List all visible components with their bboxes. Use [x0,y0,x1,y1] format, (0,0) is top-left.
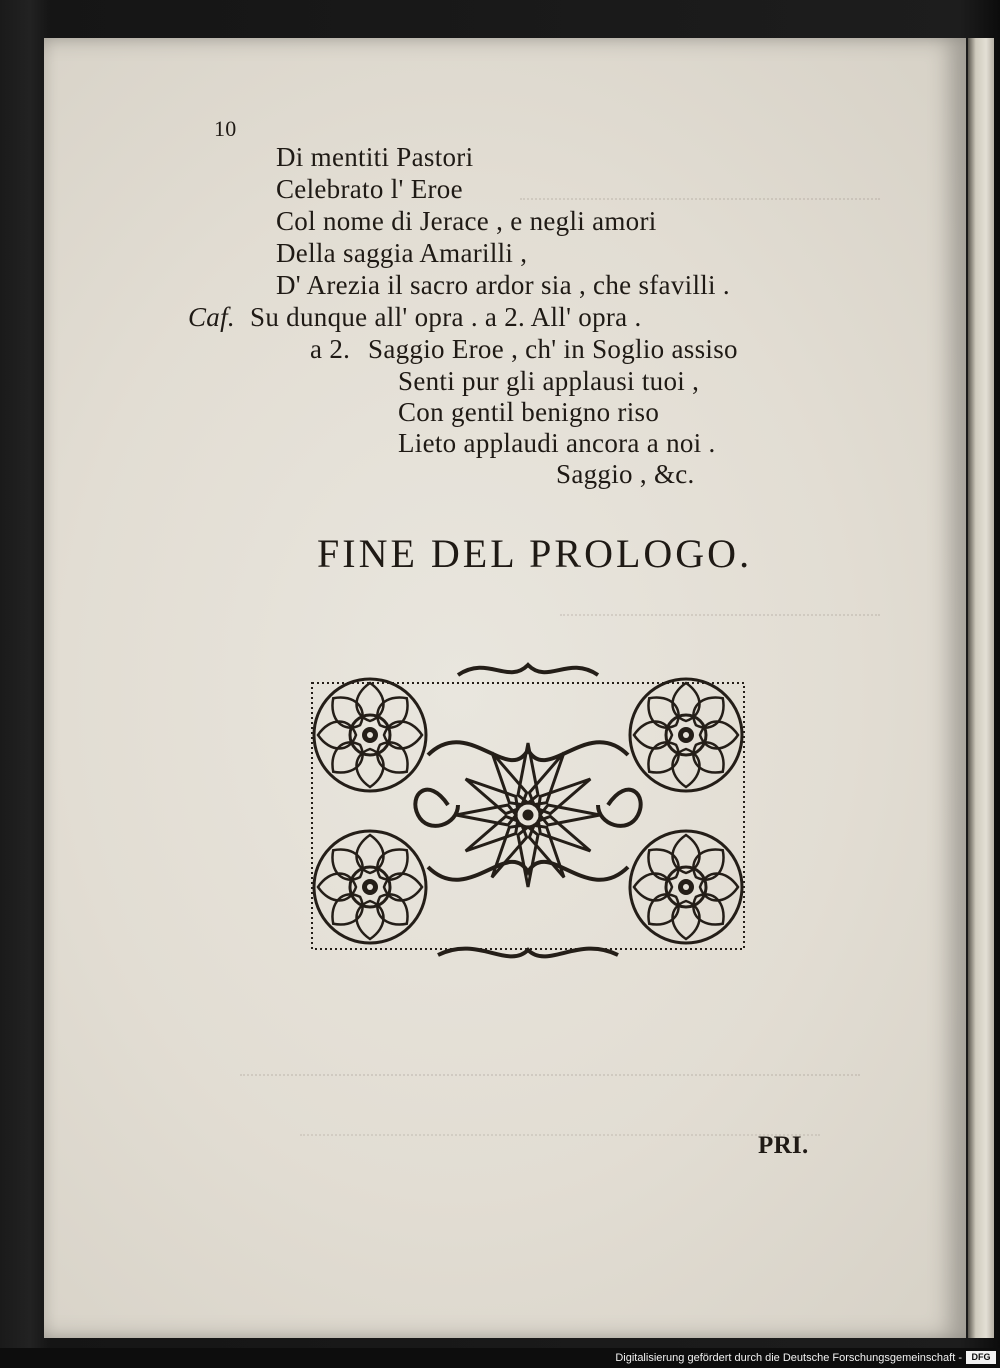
duet-line: Senti pur gli applausi tuoi , [398,366,700,396]
duet-line: Lieto applaudi ancora a noi . [398,428,716,458]
end-title: FINE DEL PROLOGO. [317,531,753,576]
show-through [520,172,880,200]
duet-marker: a 2. [310,334,351,364]
dfg-logo[interactable]: DFG [966,1351,996,1364]
facing-page-edge [968,38,994,1338]
speaker-label: Caf. [188,302,235,332]
catchword: PRI. [758,1132,809,1159]
speech-line: Su dunque all' opra . a 2. All' opra . [250,302,642,332]
verse-line: D' Arezia il sacro ardor sia , che sfavilli . [276,270,730,300]
verse-line: Celebrato l' Eroe [276,174,463,204]
floral-woodcut-ornament [308,655,748,980]
verse-line: Col nome di Jerace , e negli amori [276,206,657,236]
verse-line: Di mentiti Pastori [276,142,474,172]
show-through [300,1110,820,1136]
duet-line: Saggio Eroe , ch' in Soglio assiso [368,334,738,364]
show-through [560,590,880,616]
da-capo-line: Saggio , &c. [556,459,695,489]
duet-line: Con gentil benigno riso [398,397,660,427]
show-through [240,1050,860,1076]
page-number: 10 [214,116,237,141]
verse-line: Della saggia Amarilli , [276,238,528,268]
footer-credit: Digitalisierung gefördert durch die Deutsche Forschungsgemeinschaft - [615,1352,962,1364]
